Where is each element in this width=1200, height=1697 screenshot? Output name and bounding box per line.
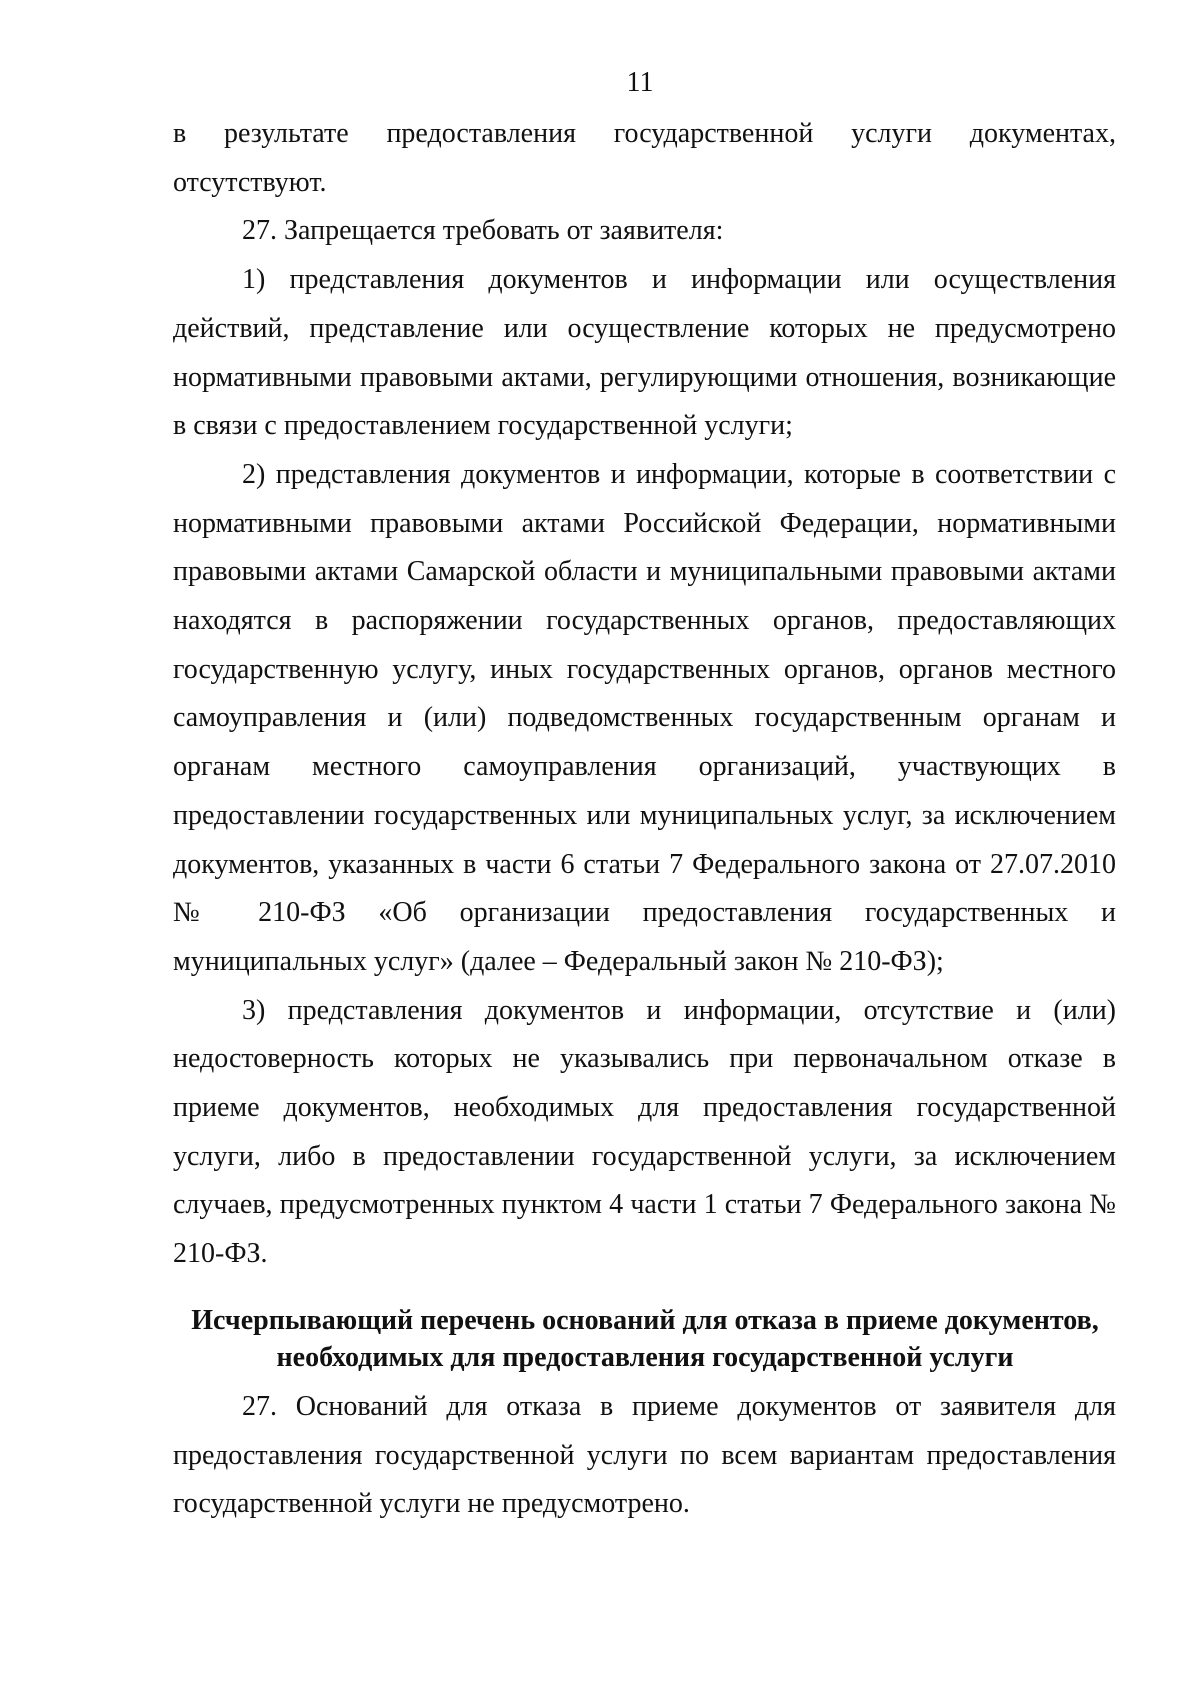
paragraph-item-27: 27. Запрещается требовать от заявителя: <box>242 215 724 247</box>
paragraph-subitem-3: 3) представления документов и информации, отсутствие и (или) недостоверность которых не указывались при первоначальном отказе в приеме документов, необходимых для предоставления государственной услуги, либо в предоставлении государственной услуги, за исключением случаев, предусмотренных пунктом 4 части 1 статьи 7 Федерального закона № 210-ФЗ. <box>173 994 1116 1270</box>
paragraph-subitem-1: 1) представления документов и информации или осуществления действий, представление или осуществление которых не предусмотрено нормативными правовыми актами, регулирующими отношения, возникающие в связи с предоставлением государственной услуги; <box>173 264 1116 442</box>
paragraph-subitem-2: 2) представления документов и информации, которые в соответствии с нормативными правовыми актами Российской Федерации, нормативными правовыми актами Самарской области и муниципальными правовыми актами находятся в распоряжении государственных органов, предоставляющих государственную услугу, иных государственных органов, органов местного самоуправления и (или) подведомственных государственным органам и органам местного самоуправления организаций, участвующих в предоставлении государственных или муниципальных услуг, за исключением документов, указанных в части 6 статьи 7 Федерального закона от 27.07.2010 № 210-ФЗ «Об организации предоставления государственных и муниципальных услуг» (далее – Федеральный закон № 210-ФЗ); <box>173 458 1116 977</box>
page-number: 11 <box>626 67 654 98</box>
final-paragraph: 27. Оснований для отказа в приеме документов от заявителя для предоставления государственной услуги по всем вариантам предоставления государственной услуги не предусмотрено. <box>173 1391 1116 1520</box>
paragraph-continuation: в результате предоставления государственной услуги документах, отсутствуют. <box>173 118 1116 198</box>
final-text <box>173 1383 1116 1529</box>
section-heading: Исчерпывающий перечень оснований для отказа в приеме документов, необходимых для предоставления государственной услуги <box>191 1305 1099 1373</box>
body-text <box>173 110 1116 1279</box>
